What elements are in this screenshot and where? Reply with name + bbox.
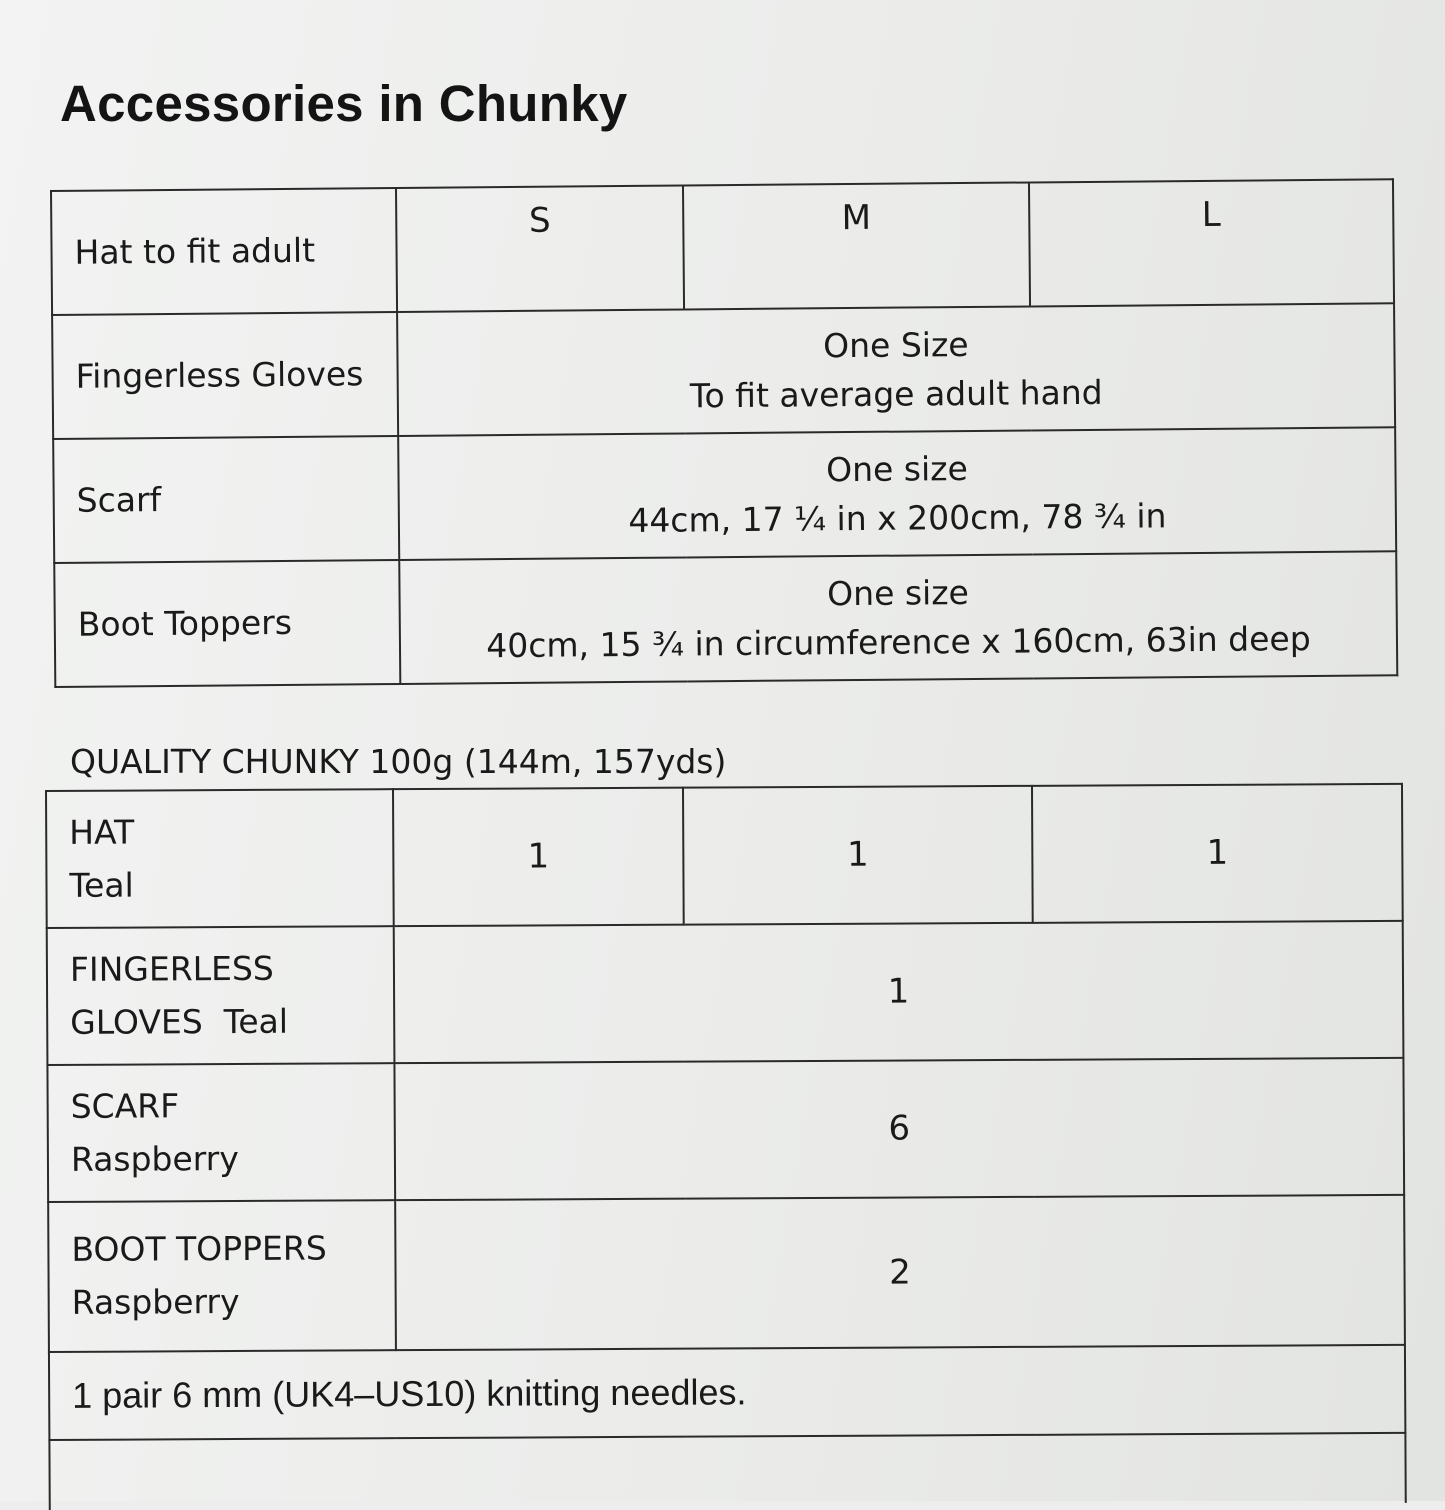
boot-toppers-size-line1: One size xyxy=(827,572,970,613)
table-row xyxy=(46,784,1403,928)
table-row xyxy=(49,1345,1405,1440)
boot-toppers-yarn-label xyxy=(48,1200,396,1352)
hat-yarn-label-line2: Teal xyxy=(69,865,134,905)
yarn-heading: QUALITY CHUNKY 100g (144m, 157yds) xyxy=(70,742,727,781)
row-label-hat: Hat to fit adult xyxy=(51,188,397,315)
gloves-qty: 1 xyxy=(394,921,1404,1063)
scarf-qty: 6 xyxy=(394,1058,1404,1200)
needles-note: 1 pair 6 mm (UK4–US10) knitting needles. xyxy=(49,1345,1405,1440)
size-header-l: L xyxy=(1029,179,1394,306)
row-label-gloves: Fingerless Gloves xyxy=(52,312,398,439)
table-row xyxy=(47,1058,1404,1202)
row-label-boot-toppers: Boot Toppers xyxy=(54,560,400,687)
table-row xyxy=(52,303,1395,439)
gloves-size-line1: One Size xyxy=(822,324,969,365)
scarf-yarn-label-line1: SCARF xyxy=(70,1086,180,1126)
cutoff-cell xyxy=(49,1433,1405,1510)
gloves-yarn-label-line2: GLOVES Teal xyxy=(70,1001,289,1042)
table-row xyxy=(49,1433,1405,1510)
scarf-size-line2: 44cm, 17 ¼ in x 200cm, 78 ¾ in xyxy=(628,496,1167,540)
row-label-scarf: Scarf xyxy=(53,436,399,563)
yarn-table xyxy=(45,783,1407,1510)
boot-toppers-size-line2: 40cm, 15 ¾ in circumference x 160cm, 63in deep xyxy=(486,619,1311,666)
gloves-yarn-label-line1: FINGERLESS xyxy=(69,948,274,989)
page-title: Accessories in Chunky xyxy=(60,75,628,132)
table-row xyxy=(54,551,1397,687)
scarf-yarn-label xyxy=(47,1063,395,1202)
scarf-size-line1: One size xyxy=(825,448,968,489)
gloves-yarn-label xyxy=(47,926,395,1065)
boot-toppers-size-cell xyxy=(399,551,1397,684)
hat-qty-s: 1 xyxy=(393,788,684,927)
boot-toppers-qty: 2 xyxy=(395,1195,1405,1350)
hat-yarn-label xyxy=(46,789,394,928)
hat-qty-l: 1 xyxy=(1032,784,1403,923)
size-header-s: S xyxy=(396,185,684,311)
sizes-table xyxy=(50,178,1398,688)
gloves-size-cell xyxy=(397,303,1395,436)
boot-toppers-yarn-label-line1: BOOT TOPPERS xyxy=(71,1228,327,1270)
size-header-m: M xyxy=(683,182,1030,309)
table-row xyxy=(48,1195,1405,1352)
table-row xyxy=(53,427,1396,563)
hat-yarn-label-line1: HAT xyxy=(69,812,135,852)
table-row xyxy=(51,179,1394,315)
hat-qty-m: 1 xyxy=(683,786,1033,925)
boot-toppers-yarn-label-line2: Raspberry xyxy=(71,1281,240,1322)
gloves-size-line2: To fit average adult hand xyxy=(689,372,1103,416)
scarf-yarn-label-line2: Raspberry xyxy=(70,1138,239,1179)
scarf-size-cell xyxy=(398,427,1396,560)
table-row xyxy=(47,921,1404,1065)
